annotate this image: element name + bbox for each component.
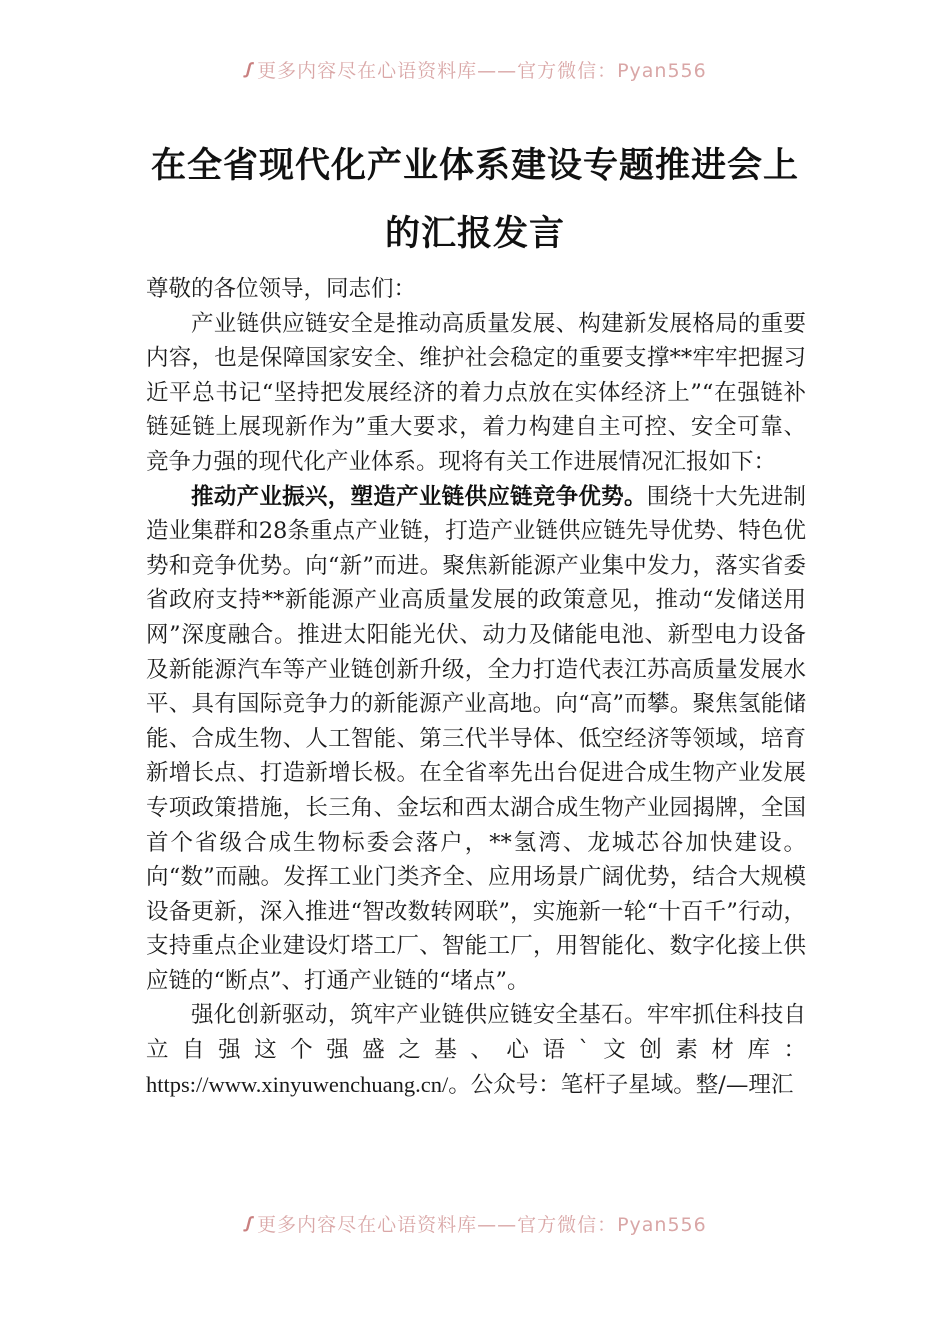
paragraph-3 [146, 998, 806, 1102]
paragraph-3-text-a: 强化创新驱动，筑牢产业链供应链安全基石。牢牢抓住科技自立自强这个强盛之基、心语`文创素材库： [146, 1002, 806, 1064]
page-title-line-2: 的汇报发言 [384, 213, 565, 254]
watermark-header [0, 56, 950, 83]
document-body [146, 272, 806, 1102]
watermark-text: 更多内容尽在心语资料库——官方微信：Pyan556 [257, 1214, 707, 1236]
salutation: 尊敬的各位领导，同志们： [146, 276, 417, 302]
paragraph-1: 产业链供应链安全是推动高质量发展、构建新发展格局的重要内容，也是保障国家安全、维护社会稳定的重要支撑**牢牢把握习近平总书记“坚持把发展经济的着力点放在实体经济上”“在强链补链延链上展现新作为”重大要求，着力构建自主可控、安全可靠、竞争力强的现代化产业体系。现将有关工作进展情况汇报如下： [146, 310, 806, 475]
paragraph-3-url: https://www.xinyuwenchuang.cn/ [146, 1071, 449, 1097]
page-title-line-1: 在全省现代化产业体系建设专题推进会上 [150, 145, 799, 186]
watermark-text: 更多内容尽在心语资料库——官方微信：Pyan556 [257, 60, 707, 82]
paragraph-2 [146, 480, 806, 999]
paragraph-3-text-b: 。公众号：笔杆子星域。整/—理汇 [448, 1071, 794, 1098]
paragraph-2-lead: 推动产业振兴，塑造产业链供应链竞争优势。 [191, 483, 647, 510]
watermark-footer [0, 1210, 950, 1237]
watermark-logo-icon: ꭍ [243, 1214, 252, 1236]
paragraph-2-body: 围绕十大先进制造业集群和28条重点产业链，打造产业链供应链先导优势、特色优势和竞争优势。向“新”而进。聚焦新能源产业集中发力，落实省委省政府支持**新能源产业高质量发展的政策意见，推动“发储送用网”深度融合。推进太阳能光伏、动力及储能电池、新型电力设备及新能源汽车等产业链创新升级，全力打造代表江苏高质量发展水平、具有国际竞争力的新能源产业高地。向“高”而攀。聚焦氢能储能、合成生物、人工智能、第三代半导体、低空经济等领域，培育新增长点、打造新增长极。在全省率先出台促进合成生物产业发展专项政策措施，长三角、金坛和西太湖合成生物产业园揭牌，全国首个省级合成生物标委会落户，**氢湾、龙城芯谷加快建设。向“数”而融。发挥工业门类齐全、应用场景广阔优势，结合大规模设备更新，深入推进“智改数转网联”，实施新一轮“十百千”行动，支持重点企业建设灯塔工厂、智能工厂，用智能化、数字化接上供应链的“断点”、打通产业链的“堵点”。 [146, 483, 806, 994]
watermark-logo-icon: ꭍ [243, 60, 252, 82]
